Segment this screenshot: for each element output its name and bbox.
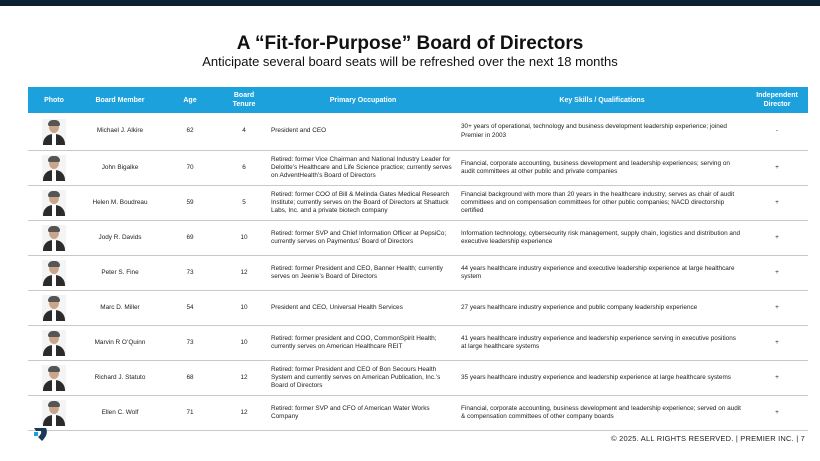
photo-cell bbox=[28, 256, 80, 291]
table-row bbox=[28, 291, 808, 326]
member-tenure: 4 bbox=[220, 113, 268, 151]
member-occupation: Retired: former President and CEO, Banner Health; currently serves on Jeenie’s Board of Directors bbox=[268, 256, 458, 291]
director-photo bbox=[42, 225, 66, 251]
director-photo bbox=[42, 330, 66, 356]
director-photo bbox=[42, 295, 66, 321]
member-skills: Financial, corporate accounting, business development and leadership experience; served on audit & compensation committees of other company boards bbox=[458, 396, 746, 431]
table-header-row bbox=[28, 87, 808, 113]
member-skills: Financial, corporate accounting, business development and leadership experiences; serving on audit committees at other public and private companies bbox=[458, 151, 746, 186]
member-name: Ellen C. Wolf bbox=[80, 396, 160, 431]
header-member: Board Member bbox=[80, 87, 160, 113]
member-age: 69 bbox=[160, 221, 220, 256]
director-photo bbox=[42, 365, 66, 391]
table-row bbox=[28, 361, 808, 396]
header-skills: Key Skills / Qualifications bbox=[458, 87, 746, 113]
member-age: 59 bbox=[160, 186, 220, 221]
member-skills: Financial background with more than 20 years in the healthcare industry; serves as chair of audit committees and on compensation committees for other public companies; NACD directorship certified bbox=[458, 186, 746, 221]
member-tenure: 10 bbox=[220, 326, 268, 361]
table-row bbox=[28, 221, 808, 256]
member-skills: 41 years healthcare industry experience and leadership experience serving in executive positions at large healthcare systems bbox=[458, 326, 746, 361]
member-tenure: 5 bbox=[220, 186, 268, 221]
member-age: 71 bbox=[160, 396, 220, 431]
table-row bbox=[28, 186, 808, 221]
photo-cell bbox=[28, 151, 80, 186]
member-independent: + bbox=[746, 361, 808, 396]
member-name: Marvin R O’Quinn bbox=[80, 326, 160, 361]
member-skills: 27 years healthcare industry experience and public company leadership experience bbox=[458, 291, 746, 326]
member-tenure: 10 bbox=[220, 291, 268, 326]
member-age: 73 bbox=[160, 256, 220, 291]
photo-cell bbox=[28, 361, 80, 396]
top-bar bbox=[0, 0, 820, 6]
member-tenure: 12 bbox=[220, 396, 268, 431]
director-photo bbox=[42, 260, 66, 286]
member-independent: + bbox=[746, 396, 808, 431]
member-name: John Bigalke bbox=[80, 151, 160, 186]
member-independent: + bbox=[746, 151, 808, 186]
page-title: A “Fit-for-Purpose” Board of Directors bbox=[236, 33, 584, 54]
member-age: 62 bbox=[160, 113, 220, 151]
header-independent: Independent Director bbox=[746, 87, 808, 113]
table-row bbox=[28, 256, 808, 291]
premier-logo-icon bbox=[32, 425, 50, 443]
photo-cell bbox=[28, 221, 80, 256]
member-occupation: President and CEO, Universal Health Services bbox=[268, 291, 458, 326]
board-table bbox=[28, 87, 808, 431]
member-skills: 35 years healthcare industry experience and leadership experience at large healthcare systems bbox=[458, 361, 746, 396]
page-subtitle: Anticipate several board seats will be refreshed over the next 18 months bbox=[202, 54, 618, 69]
header-tenure: Board Tenure bbox=[220, 87, 268, 113]
member-independent: + bbox=[746, 221, 808, 256]
member-name: Helen M. Boudreau bbox=[80, 186, 160, 221]
member-name: Jody R. Davids bbox=[80, 221, 160, 256]
member-name: Michael J. Alkire bbox=[80, 113, 160, 151]
member-occupation: Retired: former SVP and CFO of American Water Works Company bbox=[268, 396, 458, 431]
member-occupation: President and CEO bbox=[268, 113, 458, 151]
photo-cell bbox=[28, 326, 80, 361]
table-row bbox=[28, 151, 808, 186]
member-occupation: Retired: former President and CEO of Bon Secours Health System and currently serves on American Publication, Inc.’s Board of Directors bbox=[268, 361, 458, 396]
member-age: 73 bbox=[160, 326, 220, 361]
member-name: Marc D. Miller bbox=[80, 291, 160, 326]
member-tenure: 6 bbox=[220, 151, 268, 186]
member-age: 54 bbox=[160, 291, 220, 326]
member-skills: Information technology, cybersecurity risk management, supply chain, logistics and distribution and executive leadership experience bbox=[458, 221, 746, 256]
member-tenure: 12 bbox=[220, 361, 268, 396]
director-photo bbox=[42, 155, 66, 181]
member-name: Richard J. Statuto bbox=[80, 361, 160, 396]
footer-text: © 2025. ALL RIGHTS RESERVED. | PREMIER INC. | 7 bbox=[611, 434, 805, 443]
member-independent: - bbox=[746, 113, 808, 151]
table-row bbox=[28, 113, 808, 151]
member-occupation: Retired: former SVP and Chief Information Officer at PepsiCo; currently serves on Paymentus’ Board of Directors bbox=[268, 221, 458, 256]
member-skills: 44 years healthcare industry experience and executive leadership experience at large healthcare system bbox=[458, 256, 746, 291]
member-independent: + bbox=[746, 186, 808, 221]
member-tenure: 12 bbox=[220, 256, 268, 291]
member-independent: + bbox=[746, 256, 808, 291]
header-age: Age bbox=[160, 87, 220, 113]
director-photo bbox=[42, 119, 66, 145]
director-photo bbox=[42, 190, 66, 216]
header-occupation: Primary Occupation bbox=[268, 87, 458, 113]
member-independent: + bbox=[746, 291, 808, 326]
member-age: 68 bbox=[160, 361, 220, 396]
director-photo bbox=[42, 400, 66, 426]
photo-cell bbox=[28, 186, 80, 221]
member-occupation: Retired: former COO of Bill & Melinda Gates Medical Research Institute; currently serves on the Board of Directors at Shattuck Labs, Inc. and a private biotech company bbox=[268, 186, 458, 221]
header-photo: Photo bbox=[28, 87, 80, 113]
member-occupation: Retired: former Vice Chairman and National Industry Leader for Deloitte’s Healthcare and Life Science practice; currently serves on AdventHealth’s Board of Directors bbox=[268, 151, 458, 186]
member-occupation: Retired: former president and COO, CommonSpirit Health; currently serves on American Healthcare REIT bbox=[268, 326, 458, 361]
photo-cell bbox=[28, 291, 80, 326]
table-row bbox=[28, 396, 808, 431]
member-age: 70 bbox=[160, 151, 220, 186]
photo-cell bbox=[28, 113, 80, 151]
member-name: Peter S. Fine bbox=[80, 256, 160, 291]
member-independent: + bbox=[746, 326, 808, 361]
member-skills: 30+ years of operational, technology and business development leadership experience; joined Premier in 2003 bbox=[458, 113, 746, 151]
table-row bbox=[28, 326, 808, 361]
member-tenure: 10 bbox=[220, 221, 268, 256]
